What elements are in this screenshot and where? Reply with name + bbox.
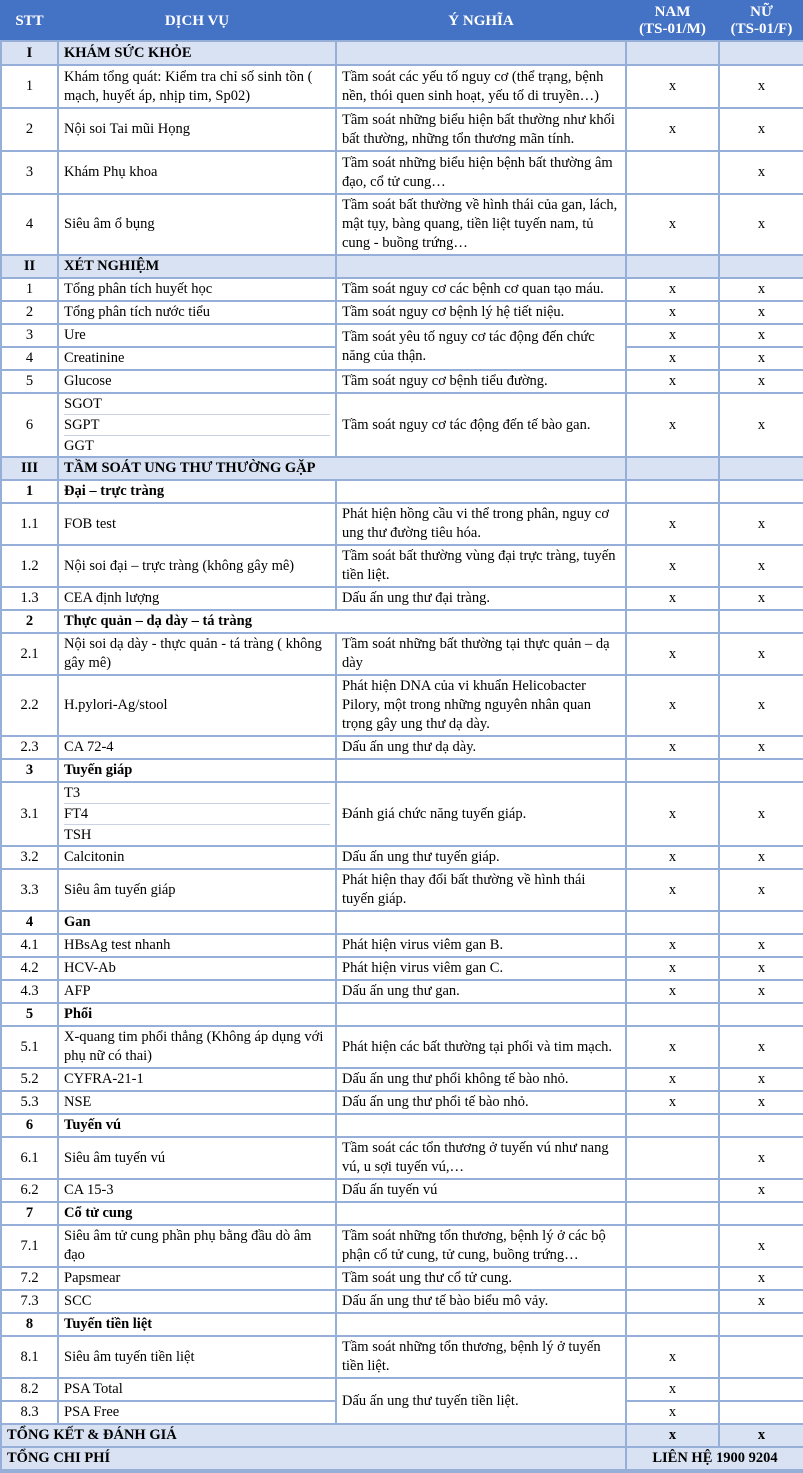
nu-mark-cell: x xyxy=(719,278,803,301)
meaning-cell xyxy=(336,41,626,65)
column-header-ynghia xyxy=(336,1,626,41)
service-cell: Siêu âm tử cung phần phụ bằng đầu dò âm đạo xyxy=(58,1225,336,1267)
meaning-cell: Tầm soát những biểu hiện bất thường như khối bất thường, những tổn thương mãn tính. xyxy=(336,108,626,151)
nam-mark-cell: x xyxy=(626,633,719,675)
table-row xyxy=(1,736,803,759)
nu-mark-cell xyxy=(719,759,803,782)
nu-mark-cell: x xyxy=(719,587,803,610)
nu-mark-cell xyxy=(719,1401,803,1424)
service-cell: Phổi xyxy=(58,1003,336,1026)
service-cell: FOB test xyxy=(58,503,336,545)
table-row xyxy=(1,255,803,278)
service-cell: CEA định lượng xyxy=(58,587,336,610)
summary-label-cell: TỔNG KẾT & ĐÁNH GIÁ xyxy=(1,1424,626,1447)
meaning-cell: Phát hiện các bất thường tại phổi và tim mạch. xyxy=(336,1026,626,1068)
stt-cell: 5.3 xyxy=(1,1091,58,1114)
nam-mark-cell: x xyxy=(626,980,719,1003)
service-cell: HCV-Ab xyxy=(58,957,336,980)
service-cell: Cổ tử cung xyxy=(58,1202,336,1225)
service-cell: Nội soi đại – trực tràng (không gây mê) xyxy=(58,545,336,587)
table-row xyxy=(1,782,803,846)
service-cell: TẦM SOÁT UNG THƯ THƯỜNG GẶP xyxy=(58,457,626,480)
column-header-line: STT xyxy=(15,12,44,29)
meaning-cell: Dấu ấn ung thư phổi tế bào nhỏ. xyxy=(336,1091,626,1114)
table-row xyxy=(1,1424,803,1447)
nam-mark-cell: x xyxy=(626,370,719,393)
meaning-cell: Tầm soát bất thường về hình thái của gan, lách, mật tụy, bàng quang, tiền liệt tuyến nam, tủ cung - buồng trứng… xyxy=(336,194,626,255)
stt-cell: 6.2 xyxy=(1,1179,58,1202)
stt-cell: 5.2 xyxy=(1,1068,58,1091)
meaning-cell: Dấu ấn ung thư tuyến giáp. xyxy=(336,846,626,869)
meaning-cell xyxy=(336,1003,626,1026)
meaning-cell: Tầm soát những biểu hiện bệnh bất thường âm đạo, cổ tử cung… xyxy=(336,151,626,194)
table-header xyxy=(1,1,803,41)
nu-mark-cell xyxy=(719,610,803,633)
nu-mark-cell: x xyxy=(719,1179,803,1202)
stt-cell: II xyxy=(1,255,58,278)
table-row xyxy=(1,587,803,610)
stt-cell: 7 xyxy=(1,1202,58,1225)
stt-cell: 6 xyxy=(1,393,58,457)
meaning-cell: Dấu ấn tuyến vú xyxy=(336,1179,626,1202)
nu-mark-cell: x xyxy=(719,1290,803,1313)
nu-mark-cell: x xyxy=(719,370,803,393)
nam-mark-cell xyxy=(626,1003,719,1026)
table-row xyxy=(1,194,803,255)
stt-cell: 3 xyxy=(1,151,58,194)
table-row xyxy=(1,278,803,301)
table-row xyxy=(1,846,803,869)
stt-cell: 2.3 xyxy=(1,736,58,759)
nu-mark-cell: x xyxy=(719,1137,803,1179)
column-header-line: DỊCH VỤ xyxy=(164,12,230,29)
meaning-cell: Dấu ấn ung thư gan. xyxy=(336,980,626,1003)
nu-mark-cell xyxy=(719,1313,803,1336)
nu-mark-cell: x xyxy=(719,1424,803,1447)
nam-mark-cell xyxy=(626,1290,719,1313)
nu-mark-cell: x xyxy=(719,151,803,194)
stt-cell: 3.3 xyxy=(1,869,58,911)
nam-mark-cell: x xyxy=(626,65,719,108)
column-header-dichvu xyxy=(58,1,336,41)
nam-mark-cell: x xyxy=(626,846,719,869)
service-cell: Creatinine xyxy=(58,347,336,370)
stt-cell: 3 xyxy=(1,324,58,347)
stt-cell: III xyxy=(1,457,58,480)
table-row xyxy=(1,1267,803,1290)
nam-mark-cell xyxy=(626,1313,719,1336)
meaning-cell: Dấu ấn ung thư phổi không tế bào nhỏ. xyxy=(336,1068,626,1091)
stt-cell: 2 xyxy=(1,610,58,633)
table-row xyxy=(1,957,803,980)
meaning-cell xyxy=(336,255,626,278)
service-cell: Thực quản – dạ dày – tá tràng xyxy=(58,610,626,633)
service-cell: Glucose xyxy=(58,370,336,393)
nu-mark-cell: x xyxy=(719,1267,803,1290)
table-row xyxy=(1,1447,803,1471)
column-header-stt xyxy=(1,1,58,41)
nu-mark-cell xyxy=(719,1336,803,1378)
nam-mark-cell: x xyxy=(626,324,719,347)
table-row xyxy=(1,545,803,587)
table-body xyxy=(1,41,803,1471)
table-row xyxy=(1,675,803,736)
meaning-cell xyxy=(336,1313,626,1336)
meaning-cell: Phát hiện virus viêm gan C. xyxy=(336,957,626,980)
nu-mark-cell: x xyxy=(719,846,803,869)
table-row xyxy=(1,1137,803,1179)
table-row xyxy=(1,1091,803,1114)
stt-cell: 4.1 xyxy=(1,934,58,957)
stt-cell: 5.1 xyxy=(1,1026,58,1068)
stt-cell: 2 xyxy=(1,301,58,324)
meaning-cell xyxy=(336,480,626,503)
stt-cell: 4 xyxy=(1,194,58,255)
service-cell: Tuyến vú xyxy=(58,1114,336,1137)
service-cell: Gan xyxy=(58,911,336,934)
table-row xyxy=(1,1313,803,1336)
service-subline: GGT xyxy=(64,438,94,454)
table-row xyxy=(1,393,803,457)
meaning-cell: Tầm soát nguy cơ bệnh lý hệ tiết niệu. xyxy=(336,301,626,324)
service-cell: PSA Total xyxy=(58,1378,336,1401)
service-cell: KHÁM SỨC KHỎE xyxy=(58,41,336,65)
service-cell: SCC xyxy=(58,1290,336,1313)
stt-cell: 8 xyxy=(1,1313,58,1336)
nam-mark-cell: x xyxy=(626,347,719,370)
table-row xyxy=(1,301,803,324)
nu-mark-cell: x xyxy=(719,633,803,675)
table-row xyxy=(1,1202,803,1225)
nu-mark-cell: x xyxy=(719,301,803,324)
service-subline: SGPT xyxy=(64,415,330,436)
table-row xyxy=(1,934,803,957)
meaning-cell: Tầm soát bất thường vùng đại trực tràng, tuyến tiền liệt. xyxy=(336,545,626,587)
nam-mark-cell: x xyxy=(626,934,719,957)
column-header-nu xyxy=(719,1,803,41)
meaning-cell: Phát hiện thay đổi bất thường về hình thái tuyến giáp. xyxy=(336,869,626,911)
column-header-line: (TS-01/M) xyxy=(639,21,706,37)
nu-mark-cell xyxy=(719,41,803,65)
nam-mark-cell: x xyxy=(626,587,719,610)
nam-mark-cell: x xyxy=(626,194,719,255)
nam-mark-cell: x xyxy=(626,278,719,301)
stt-cell: 5 xyxy=(1,370,58,393)
nam-mark-cell: x xyxy=(626,393,719,457)
nam-mark-cell xyxy=(626,1114,719,1137)
meaning-cell xyxy=(336,759,626,782)
table-row xyxy=(1,370,803,393)
nu-mark-cell: x xyxy=(719,1225,803,1267)
table-row xyxy=(1,324,803,347)
service-cell: Nội soi dạ dày - thực quản - tá tràng ( không gây mê) xyxy=(58,633,336,675)
stt-cell: 6.1 xyxy=(1,1137,58,1179)
nam-mark-cell xyxy=(626,41,719,65)
table-row xyxy=(1,1336,803,1378)
stt-cell: 7.3 xyxy=(1,1290,58,1313)
stt-cell: 4 xyxy=(1,347,58,370)
meaning-cell: Dấu ấn ung thư tế bào biểu mô vảy. xyxy=(336,1290,626,1313)
service-cell: XÉT NGHIỆM xyxy=(58,255,336,278)
service-cell: CA 15-3 xyxy=(58,1179,336,1202)
service-cell: X-quang tim phổi thẳng (Không áp dụng với phụ nữ có thai) xyxy=(58,1026,336,1068)
nu-mark-cell xyxy=(719,255,803,278)
stt-cell: 6 xyxy=(1,1114,58,1137)
meaning-cell: Đánh giá chức năng tuyến giáp. xyxy=(336,782,626,846)
stt-cell: 4.3 xyxy=(1,980,58,1003)
nu-mark-cell xyxy=(719,480,803,503)
nu-mark-cell: x xyxy=(719,980,803,1003)
service-cell xyxy=(58,393,336,457)
nam-mark-cell xyxy=(626,1137,719,1179)
nam-mark-cell xyxy=(626,1179,719,1202)
nam-mark-cell: x xyxy=(626,1068,719,1091)
nam-mark-cell xyxy=(626,255,719,278)
nam-mark-cell: x xyxy=(626,1336,719,1378)
meaning-cell: Dấu ấn ung thư dạ dày. xyxy=(336,736,626,759)
service-cell: AFP xyxy=(58,980,336,1003)
table-row xyxy=(1,151,803,194)
service-cell: Tổng phân tích nước tiểu xyxy=(58,301,336,324)
summary-label-cell: TỔNG CHI PHÍ xyxy=(1,1447,626,1471)
service-cell: Đại – trực tràng xyxy=(58,480,336,503)
meaning-cell: Phát hiện virus viêm gan B. xyxy=(336,934,626,957)
service-cell: Papsmear xyxy=(58,1267,336,1290)
nam-mark-cell: x xyxy=(626,1378,719,1401)
meaning-cell: Tầm soát ung thư cổ tử cung. xyxy=(336,1267,626,1290)
nu-mark-cell xyxy=(719,1202,803,1225)
service-cell: PSA Free xyxy=(58,1401,336,1424)
table-row xyxy=(1,41,803,65)
nu-mark-cell xyxy=(719,911,803,934)
service-cell xyxy=(58,782,336,846)
nam-mark-cell: x xyxy=(626,503,719,545)
column-header-line: Ý NGHĨA xyxy=(448,12,514,29)
meaning-cell: Tầm soát những tổn thương, bệnh lý ở các bộ phận cổ tử cung, tử cung, buồng trứng… xyxy=(336,1225,626,1267)
nam-mark-cell xyxy=(626,1225,719,1267)
table-row xyxy=(1,1003,803,1026)
nu-mark-cell: x xyxy=(719,1091,803,1114)
table-row xyxy=(1,869,803,911)
table-row xyxy=(1,480,803,503)
nu-mark-cell: x xyxy=(719,194,803,255)
service-cell: Nội soi Tai mũi Họng xyxy=(58,108,336,151)
service-cell: Siêu âm tuyến tiền liệt xyxy=(58,1336,336,1378)
nam-mark-cell: x xyxy=(626,301,719,324)
meaning-cell: Tầm soát nguy cơ tác động đến tế bào gan. xyxy=(336,393,626,457)
service-cell: Siêu âm ổ bụng xyxy=(58,194,336,255)
table-row xyxy=(1,610,803,633)
nu-mark-cell: x xyxy=(719,869,803,911)
stt-cell: 1.1 xyxy=(1,503,58,545)
stt-cell: 3.2 xyxy=(1,846,58,869)
meaning-cell: Dấu ấn ung thư tuyến tiền liệt. xyxy=(336,1378,626,1424)
service-subline: FT4 xyxy=(64,804,330,825)
service-cell: Ure xyxy=(58,324,336,347)
contact-cell: LIÊN HỆ 1900 9204 xyxy=(626,1447,803,1471)
table-row xyxy=(1,1026,803,1068)
stt-cell: 1 xyxy=(1,480,58,503)
stt-cell: 3 xyxy=(1,759,58,782)
nu-mark-cell: x xyxy=(719,393,803,457)
table-row xyxy=(1,980,803,1003)
nu-mark-cell: x xyxy=(719,736,803,759)
service-subline: TSH xyxy=(64,827,92,843)
nu-mark-cell: x xyxy=(719,65,803,108)
table-row xyxy=(1,911,803,934)
nam-mark-cell: x xyxy=(626,1026,719,1068)
nam-mark-cell xyxy=(626,911,719,934)
nam-mark-cell: x xyxy=(626,1424,719,1447)
nu-mark-cell: x xyxy=(719,934,803,957)
nam-mark-cell: x xyxy=(626,545,719,587)
nam-mark-cell xyxy=(626,457,719,480)
table-row xyxy=(1,108,803,151)
stt-cell: 8.3 xyxy=(1,1401,58,1424)
stt-cell: 4.2 xyxy=(1,957,58,980)
service-cell: HBsAg test nhanh xyxy=(58,934,336,957)
meaning-cell: Tầm soát nguy cơ các bệnh cơ quan tạo máu. xyxy=(336,278,626,301)
meaning-cell: Tầm soát nguy cơ bệnh tiểu đường. xyxy=(336,370,626,393)
meaning-cell: Tầm soát các tổn thương ở tuyến vú như nang vú, u sợi tuyến vú,… xyxy=(336,1137,626,1179)
stt-cell: 1 xyxy=(1,65,58,108)
nam-mark-cell: x xyxy=(626,1091,719,1114)
nam-mark-cell xyxy=(626,610,719,633)
service-cell: Siêu âm tuyến giáp xyxy=(58,869,336,911)
table-row xyxy=(1,1378,803,1401)
service-cell: Khám Phụ khoa xyxy=(58,151,336,194)
meaning-cell: Phát hiện DNA của vi khuẩn Helicobacter Pilory, một trong những nguyên nhân quan trọng gây ung thư dạ dày. xyxy=(336,675,626,736)
nu-mark-cell xyxy=(719,457,803,480)
meaning-cell: Tầm soát yêu tố nguy cơ tác động đến chức năng của thận. xyxy=(336,324,626,370)
header-row xyxy=(1,1,803,41)
nam-mark-cell: x xyxy=(626,108,719,151)
stt-cell: 1 xyxy=(1,278,58,301)
table-row xyxy=(1,1179,803,1202)
meaning-cell: Dấu ấn ung thư đại tràng. xyxy=(336,587,626,610)
service-cell: Tuyến tiền liệt xyxy=(58,1313,336,1336)
nu-mark-cell: x xyxy=(719,675,803,736)
nam-mark-cell xyxy=(626,1267,719,1290)
nam-mark-cell: x xyxy=(626,736,719,759)
service-cell: Siêu âm tuyến vú xyxy=(58,1137,336,1179)
column-header-line: NAM xyxy=(654,4,691,20)
stt-cell: 2.1 xyxy=(1,633,58,675)
column-header-line: NỮ xyxy=(750,4,773,20)
nam-mark-cell xyxy=(626,151,719,194)
table-row xyxy=(1,1068,803,1091)
stt-cell: I xyxy=(1,41,58,65)
stt-cell: 7.2 xyxy=(1,1267,58,1290)
stt-cell: 2.2 xyxy=(1,675,58,736)
meaning-cell xyxy=(336,911,626,934)
table-row xyxy=(1,503,803,545)
meaning-cell: Tầm soát các yếu tố nguy cơ (thể trạng, bệnh nền, thói quen sinh hoạt, yếu tố di truyền…) xyxy=(336,65,626,108)
service-cell: Tuyến giáp xyxy=(58,759,336,782)
table-row xyxy=(1,1114,803,1137)
nu-mark-cell: x xyxy=(719,545,803,587)
service-cell: Calcitonin xyxy=(58,846,336,869)
nu-mark-cell: x xyxy=(719,108,803,151)
column-header-nam xyxy=(626,1,719,41)
meaning-cell: Phát hiện hồng cầu vi thể trong phân, nguy cơ ung thư đường tiêu hóa. xyxy=(336,503,626,545)
stt-cell: 7.1 xyxy=(1,1225,58,1267)
nam-mark-cell xyxy=(626,480,719,503)
nu-mark-cell: x xyxy=(719,957,803,980)
nu-mark-cell xyxy=(719,1003,803,1026)
service-cell: Tổng phân tích huyết học xyxy=(58,278,336,301)
stt-cell: 5 xyxy=(1,1003,58,1026)
nu-mark-cell: x xyxy=(719,347,803,370)
stt-cell: 8.1 xyxy=(1,1336,58,1378)
nu-mark-cell xyxy=(719,1378,803,1401)
nu-mark-cell: x xyxy=(719,1068,803,1091)
stt-cell: 3.1 xyxy=(1,782,58,846)
table-row xyxy=(1,1290,803,1313)
nam-mark-cell: x xyxy=(626,675,719,736)
nu-mark-cell: x xyxy=(719,324,803,347)
meaning-cell: Tầm soát những tổn thương, bệnh lý ở tuyến tiền liệt. xyxy=(336,1336,626,1378)
nu-mark-cell: x xyxy=(719,503,803,545)
table-row xyxy=(1,633,803,675)
nam-mark-cell: x xyxy=(626,782,719,846)
nu-mark-cell: x xyxy=(719,1026,803,1068)
meaning-cell xyxy=(336,1202,626,1225)
table-row xyxy=(1,759,803,782)
nam-mark-cell: x xyxy=(626,869,719,911)
nam-mark-cell: x xyxy=(626,957,719,980)
meaning-cell xyxy=(336,1114,626,1137)
stt-cell: 2 xyxy=(1,108,58,151)
column-header-line: (TS-01/F) xyxy=(730,21,793,37)
nam-mark-cell: x xyxy=(626,1401,719,1424)
table-row xyxy=(1,65,803,108)
service-cell: CYFRA-21-1 xyxy=(58,1068,336,1091)
stt-cell: 1.2 xyxy=(1,545,58,587)
service-cell: H.pylori-Ag/stool xyxy=(58,675,336,736)
meaning-cell: Tầm soát những bất thường tại thực quản – dạ dày xyxy=(336,633,626,675)
table-row xyxy=(1,1225,803,1267)
nu-mark-cell: x xyxy=(719,782,803,846)
stt-cell: 8.2 xyxy=(1,1378,58,1401)
stt-cell: 1.3 xyxy=(1,587,58,610)
nu-mark-cell xyxy=(719,1114,803,1137)
service-cell: Khám tổng quát: Kiểm tra chỉ số sinh tồn ( mạch, huyết áp, nhịp tim, Sp02) xyxy=(58,65,336,108)
nam-mark-cell xyxy=(626,1202,719,1225)
nam-mark-cell xyxy=(626,759,719,782)
service-cell: CA 72-4 xyxy=(58,736,336,759)
table-row xyxy=(1,457,803,480)
stt-cell: 4 xyxy=(1,911,58,934)
service-subline: SGOT xyxy=(64,394,330,415)
service-subline: T3 xyxy=(64,783,330,804)
service-cell: NSE xyxy=(58,1091,336,1114)
